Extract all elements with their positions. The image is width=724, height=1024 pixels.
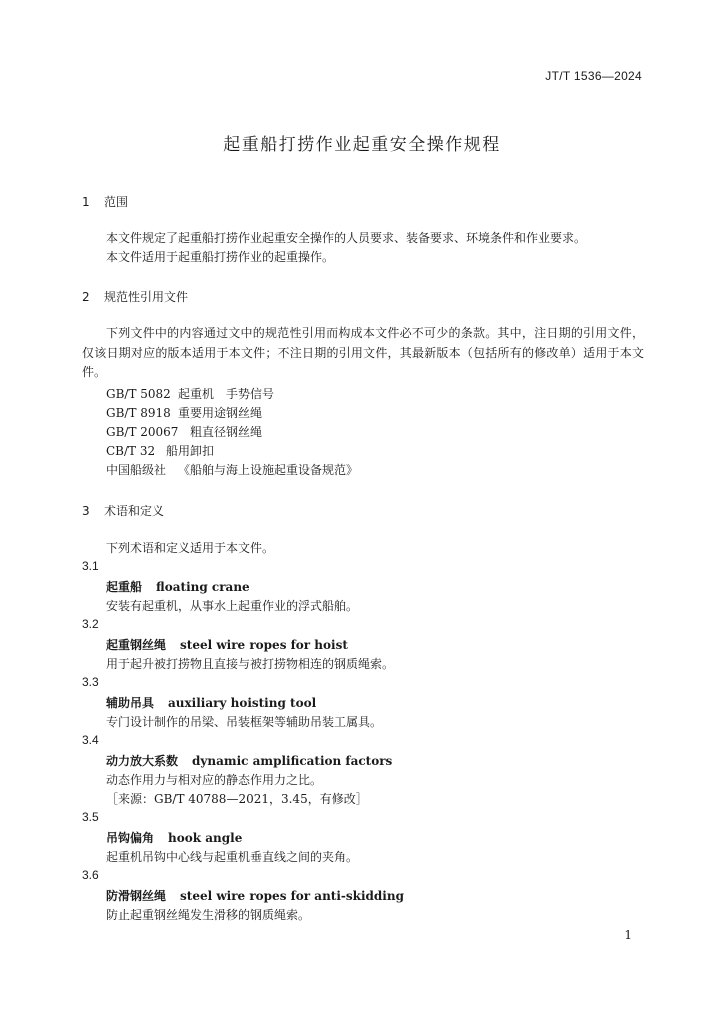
term-cn: 起重船 bbox=[106, 580, 143, 594]
section-3-heading bbox=[82, 502, 164, 519]
term-en: hook angle bbox=[168, 831, 243, 845]
term-definition: 起重机吊钩中心线与起重机垂直线之间的夹角。 bbox=[106, 850, 359, 864]
reference-item bbox=[106, 423, 262, 440]
reference-code: GB/T 8918 bbox=[106, 406, 171, 420]
reference-code: GB/T 20067 bbox=[106, 425, 179, 439]
term-number: 3.1 bbox=[82, 559, 99, 573]
section-number: 2 bbox=[82, 290, 90, 304]
term-cn: 辅助吊具 bbox=[106, 696, 155, 710]
term-number: 3.5 bbox=[82, 810, 99, 824]
standard-code: JT/T 1536—2024 bbox=[545, 69, 642, 83]
reference-code: 中国船级社 bbox=[106, 463, 167, 477]
reference-title: 起重机 手势信号 bbox=[178, 387, 275, 401]
scope-paragraph-1: 本文件规定了起重船打捞作业起重安全操作的人员要求、装备要求、环境条件和作业要求。 bbox=[106, 231, 587, 245]
reference-item bbox=[106, 442, 214, 459]
term-en: auxiliary hoisting tool bbox=[168, 696, 317, 710]
reference-code: GB/T 5082 bbox=[106, 387, 171, 401]
term-en: floating crane bbox=[156, 580, 250, 594]
term-heading bbox=[106, 887, 404, 904]
term-number: 3.2 bbox=[82, 617, 99, 631]
term-definition: 安装有起重机，从事水上起重作业的浮式船舶。 bbox=[106, 599, 359, 613]
section-1-heading bbox=[82, 193, 128, 210]
reference-item bbox=[106, 385, 274, 402]
terms-intro: 下列术语和定义适用于本文件。 bbox=[106, 541, 275, 555]
term-cn: 动力放大系数 bbox=[106, 754, 179, 768]
term-definition: 用于起升被打捞物且直接与被打捞物相连的钢质绳索。 bbox=[106, 657, 395, 671]
term-en: dynamic amplification factors bbox=[192, 754, 393, 768]
term-heading bbox=[106, 578, 250, 595]
page-number: 1 bbox=[624, 928, 632, 942]
term-heading bbox=[106, 694, 316, 711]
reference-code: CB/T 32 bbox=[106, 444, 156, 458]
section-number: 3 bbox=[82, 504, 90, 518]
scope-paragraph-2: 本文件适用于起重船打捞作业的起重操作。 bbox=[106, 250, 335, 264]
section-title: 范围 bbox=[104, 195, 129, 209]
term-heading bbox=[106, 636, 348, 653]
term-en: steel wire ropes for hoist bbox=[180, 638, 348, 652]
reference-item bbox=[106, 461, 358, 478]
reference-title: 重要用途钢丝绳 bbox=[178, 406, 263, 420]
term-cn: 防滑钢丝绳 bbox=[106, 889, 167, 903]
section-title: 规范性引用文件 bbox=[104, 290, 189, 304]
section-title: 术语和定义 bbox=[104, 504, 165, 518]
term-number: 3.4 bbox=[82, 733, 99, 747]
normative-intro: 下列文件中的内容通过文中的规范性引用而构成本文件必不可少的条款。其中，注日期的引用文件，仅该日期对应的版本适用于本文件；不注日期的引用文件，其最新版本（包括所有的修改单）适用于本文件。 bbox=[82, 326, 644, 379]
term-heading bbox=[106, 752, 392, 769]
term-cn: 吊钩偏角 bbox=[106, 831, 155, 845]
section-2-heading bbox=[82, 288, 188, 305]
term-cn: 起重钢丝绳 bbox=[106, 638, 167, 652]
term-definition: 动态作用力与相对应的静态作用力之比。 bbox=[106, 773, 323, 787]
reference-item bbox=[106, 404, 262, 421]
term-number: 3.3 bbox=[82, 675, 99, 689]
section-number: 1 bbox=[82, 195, 90, 209]
term-definition: 专门设计制作的吊梁、吊装框架等辅助吊装工属具。 bbox=[106, 715, 383, 729]
term-number: 3.6 bbox=[82, 868, 99, 882]
reference-title: 船用卸扣 bbox=[166, 444, 215, 458]
term-source: ［来源：GB/T 40788—2021，3.45，有修改］ bbox=[106, 792, 368, 806]
term-heading bbox=[106, 829, 242, 846]
term-definition: 防止起重钢丝绳发生滑移的钢质绳索。 bbox=[106, 908, 311, 922]
reference-title: 《船舶与海上设施起重设备规范》 bbox=[178, 463, 359, 477]
document-title: 起重船打捞作业起重安全操作规程 bbox=[223, 135, 501, 155]
term-en: steel wire ropes for anti-skidding bbox=[180, 889, 404, 903]
reference-title: 粗直径钢丝绳 bbox=[190, 425, 263, 439]
